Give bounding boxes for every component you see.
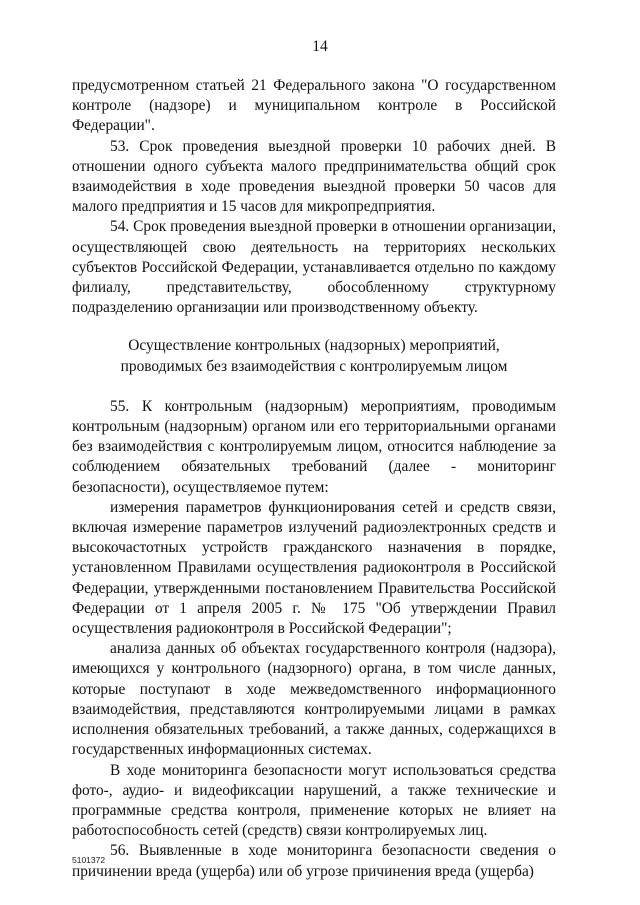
paragraph-55: 55. К контрольным (надзорным) мероприятиям, проводимым контрольным (надзорным) органом или его территориальными органами без взаимодействия с контролируемым лицом, относится наблюдение за соблюдением обязательных требований (далее - мониторинг безопасности), осуществляемое путем: (72, 397, 556, 496)
document-code: 5101372 (72, 855, 106, 865)
paragraph-56: 56. Выявленные в ходе мониторинга безопасности сведения о причинении вреда (ущерба) или об угрозе причинения вреда (ущерба) (72, 842, 556, 880)
section-heading-line-1: Осуществление контрольных (надзорных) мероприятий, (128, 337, 500, 355)
page-number: 14 (312, 38, 328, 55)
paragraph-data-analysis: анализа данных об объектах государственного контроля (надзора), имеющихся у контрольного (надзорного) органа, в том числе данных, которые поступают в ходе межведомственного информационного взаимодействия, представляются контролируемыми лицами в рамках исполнения обязательных требований, а также данных, содержащихся в государственных информационных системах. (72, 640, 556, 759)
document-body (72, 76, 556, 882)
paragraph-54: 54. Срок проведения выездной проверки в отношении организации, осуществляющей свою деятельность на территориях нескольких субъектов Российской Федерации, устанавливается отдельно по каждому филиалу, представительству, обособленному структурному подразделению организации или производственному объекту. (72, 218, 556, 317)
paragraph-53: 53. Срок проведения выездной проверки 10 рабочих дней. В отношении одного субъекта малого предпринимательства общий срок взаимодействия в ходе проведения выездной проверки 50 часов для малого предприятия и 15 часов для микропредприятия. (72, 137, 556, 216)
paragraph-monitoring-tools: В ходе мониторинга безопасности могут использоваться средства фото-, аудио- и видеофиксации нарушений, а также технические и программные средства контроля, применение которых не влияет на работоспособность сетей (средств) связи контролируемых лиц. (72, 761, 556, 840)
paragraph-continuation: предусмотренном статьей 21 Федерального закона "О государственном контроле (надзоре) и муниципальном контроле в Российской Федерации". (72, 77, 556, 135)
paragraph-measurement: измерения параметров функционирования сетей и средств связи, включая измерение параметров излучений радиоэлектронных средств и высокочастотных устройств гражданского назначения в порядке, установленном Правилами осуществления радиоконтроля в Российской Федерации, утвержденными постановлением Правительства Российской Федерации от 1 апреля 2005 г. № 175 "Об утверждении Правил осуществления радиоконтроля в Российской Федерации"; (72, 498, 556, 638)
section-heading-line-2: проводимых без взаимодействия с контролируемым лицом (120, 357, 508, 375)
section-heading (72, 336, 556, 376)
